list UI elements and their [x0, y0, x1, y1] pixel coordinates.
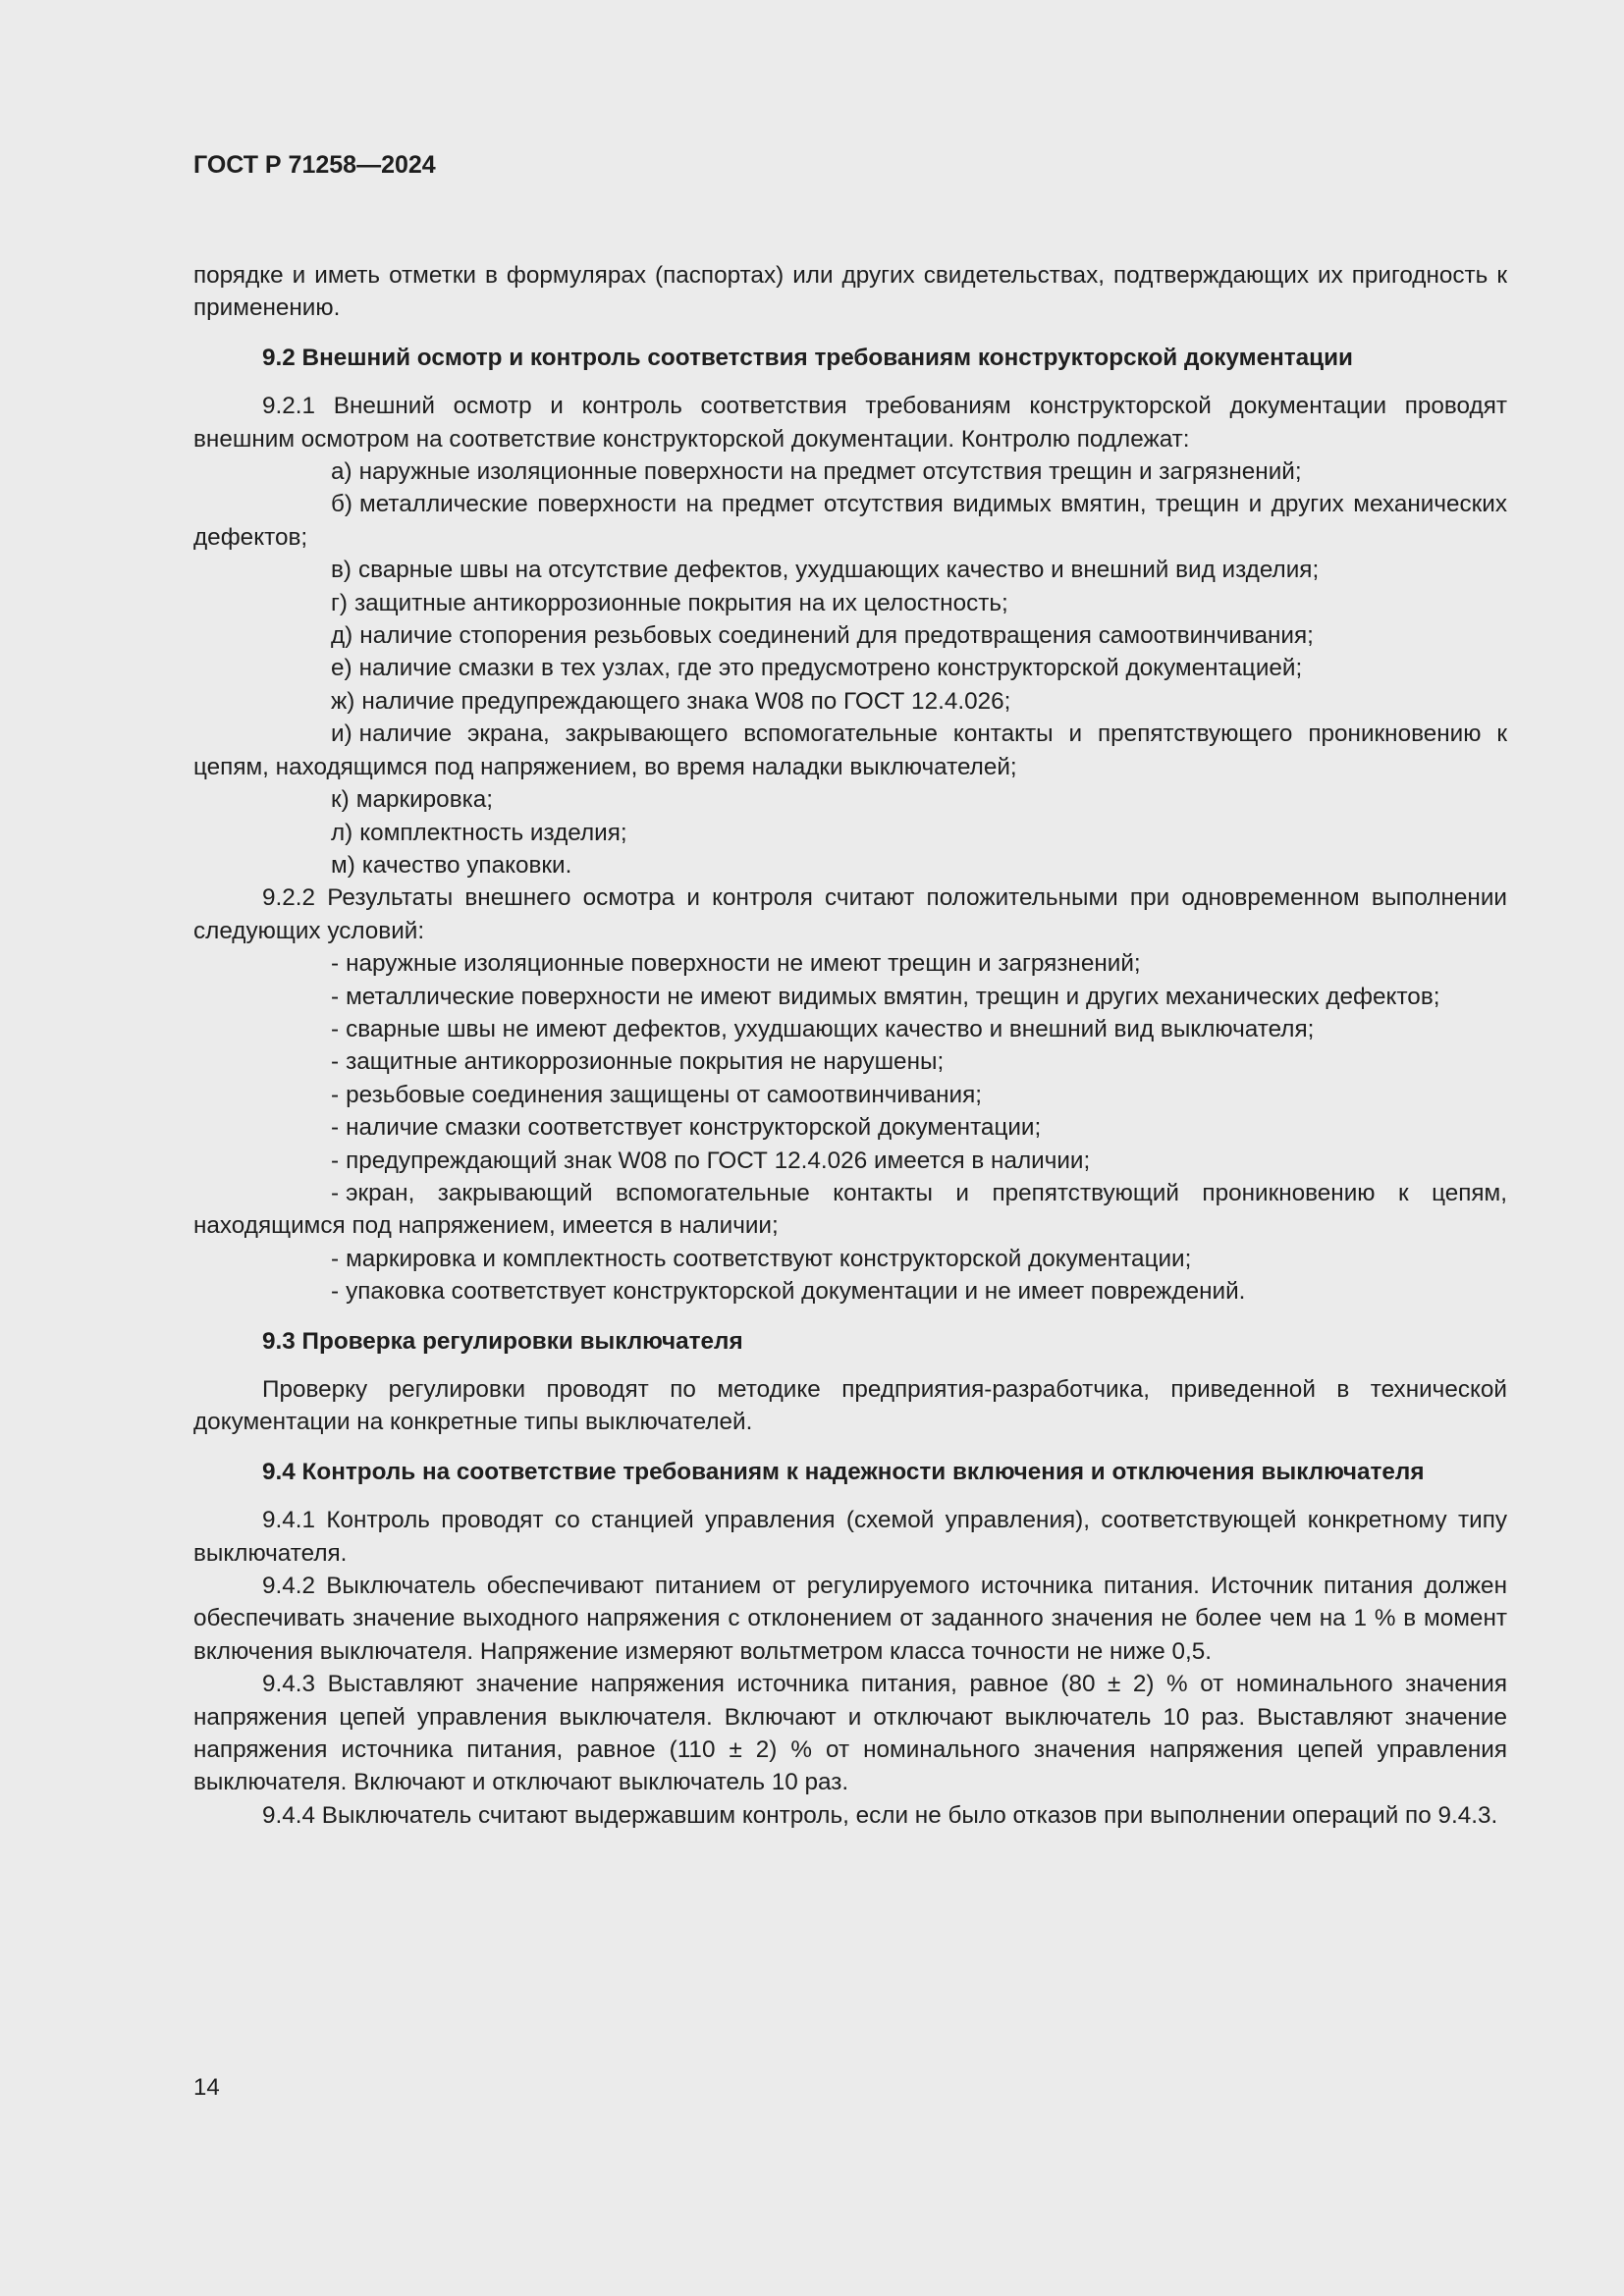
list-item-text: комплектность изделия;	[359, 819, 627, 846]
list-item-label: м)	[331, 851, 355, 879]
list-item	[193, 619, 1507, 652]
list-item-text: защитные антикоррозионные покрытия на их целостность;	[353, 589, 1008, 616]
list-item	[193, 783, 1507, 816]
list-item	[193, 718, 1507, 783]
list-item-text: наружные изоляционные поверхности на предмет отсутствия трещин и загрязнений;	[358, 458, 1302, 486]
list-item-text: маркировка и комплектность соответствуют конструкторской документации;	[346, 1245, 1192, 1272]
list-item-dash: -	[331, 1015, 340, 1042]
list-item	[193, 587, 1507, 619]
list-item-dash: -	[331, 1278, 340, 1306]
list-item-label: и)	[331, 721, 352, 748]
clause-9-2-2: 9.2.2 Результаты внешнего осмотра и контроля считают положительными при одновременном выполнении следующих условий:	[193, 884, 1507, 944]
conditions-list	[193, 947, 1507, 1308]
list-item-text: наличие стопорения резьбовых соединений для предотвращения самоотвинчивания;	[359, 622, 1314, 650]
list-item-dash: -	[331, 950, 340, 978]
intro-paragraph: порядке и иметь отметки в формулярах (паспортах) или других свидетельствах, подтверждающих их пригодность к применению.	[193, 262, 1507, 322]
list-item	[193, 1145, 1507, 1177]
list-item	[193, 817, 1507, 849]
list-item	[193, 1177, 1507, 1243]
list-item-dash: -	[331, 1179, 340, 1206]
list-item-text: наружные изоляционные поверхности не имеют трещин и загрязнений;	[346, 950, 1141, 978]
list-item-text: наличие смазки соответствует конструкторской документации;	[346, 1114, 1042, 1142]
list-item-text: сварные швы на отсутствие дефектов, ухудшающих качество и внешний вид изделия;	[358, 557, 1320, 584]
list-item-label: г)	[331, 589, 348, 616]
list-item-label: к)	[331, 786, 350, 814]
list-item	[193, 488, 1507, 554]
list-item-text: предупреждающий знак W08 по ГОСТ 12.4.026 имеется в наличии;	[346, 1147, 1091, 1174]
list-item-text: наличие смазки в тех узлах, где это предусмотрено конструкторской документацией;	[358, 655, 1303, 682]
list-item-text: сварные швы не имеют дефектов, ухудшающих качество и внешний вид выключателя;	[346, 1015, 1315, 1042]
section-9-2-heading: 9.2 Внешний осмотр и контроль соответствия требованиям конструкторской документации	[262, 344, 1353, 371]
list-item-label: а)	[331, 458, 352, 486]
list-item-label: е)	[331, 655, 352, 682]
list-item	[193, 1275, 1507, 1308]
list-item-text: наличие предупреждающего знака W08 по ГОСТ 12.4.026;	[361, 687, 1011, 715]
list-item-text: металлические поверхности на предмет отсутствия видимых вмятин, трещин и других механических дефектов;	[193, 491, 1507, 551]
list-item-text: упаковка соответствует конструкторской документации и не имеет повреждений.	[346, 1278, 1246, 1306]
list-item-text: металлические поверхности не имеют видимых вмятин, трещин и других механических дефектов;	[346, 983, 1440, 1010]
list-item-label: в)	[331, 557, 352, 584]
list-item	[193, 1111, 1507, 1144]
clause-9-4-2: 9.4.2 Выключатель обеспечивают питанием от регулируемого источника питания. Источник питания должен обеспечивать значение выходного напряжения с отклонением от заданного значения не более чем на 1 % в момент включения выключателя. Напряжение измеряют вольтметром класса точности не ниже 0,5.	[193, 1573, 1507, 1665]
list-item	[193, 1013, 1507, 1045]
list-item-label: л)	[331, 819, 353, 846]
list-item	[193, 849, 1507, 881]
list-item	[193, 455, 1507, 488]
list-item-text: защитные антикоррозионные покрытия не нарушены;	[346, 1048, 945, 1076]
inspection-items-list	[193, 455, 1507, 881]
section-9-3-paragraph: Проверку регулировки проводят по методике предприятия-разработчика, приведенной в технической документации на конкретные типы выключателей.	[193, 1376, 1507, 1436]
list-item-dash: -	[331, 1147, 340, 1174]
list-item-dash: -	[331, 1245, 340, 1272]
section-9-4-heading: 9.4 Контроль на соответствие требованиям к надежности включения и отключения выключателя	[262, 1458, 1425, 1485]
list-item	[193, 652, 1507, 684]
list-item	[193, 1079, 1507, 1111]
clause-9-4-3: 9.4.3 Выставляют значение напряжения источника питания, равное (80 ± 2) % от номинального значения напряжения цепей управления выключателя. Включают и отключают выключатель 10 раз. Выставляют значение напряжения источника питания, равное (110 ± 2) % от номинального значения напряжения цепей управления выключателя. Включают и отключают выключатель 10 раз.	[193, 1671, 1507, 1796]
clause-9-2-1: 9.2.1 Внешний осмотр и контроль соответствия требованиям конструкторской документации проводят внешним осмотром на соответствие конструкторской документации. Контролю подлежат:	[193, 393, 1507, 453]
list-item-dash: -	[331, 983, 340, 1010]
list-item-label: ж)	[331, 687, 355, 715]
list-item-label: д)	[331, 622, 353, 650]
clause-9-4-1: 9.4.1 Контроль проводят со станцией управления (схемой управления), соответствующей конкретному типу выключателя.	[193, 1507, 1507, 1567]
list-item-text: маркировка;	[355, 786, 494, 814]
list-item-text: резьбовые соединения защищены от самоотвинчивания;	[346, 1081, 983, 1108]
page-number: 14	[193, 2074, 220, 2101]
list-item-text: экран, закрывающий вспомогательные контакты и препятствующий проникновению к цепям, находящимся под напряжением, имеется в наличии;	[193, 1179, 1507, 1240]
list-item-label: б)	[331, 491, 353, 518]
document-body	[193, 259, 1507, 1832]
list-item	[193, 1243, 1507, 1275]
document-page	[193, 145, 1507, 1832]
list-item	[193, 554, 1507, 586]
list-item	[193, 981, 1507, 1013]
document-code-header: ГОСТ Р 71258—2024	[193, 151, 436, 179]
clause-9-4-4: 9.4.4 Выключатель считают выдержавшим контроль, если не было отказов при выполнении операций по 9.4.3.	[262, 1801, 1498, 1829]
list-item-dash: -	[331, 1081, 340, 1108]
list-item-text: качество упаковки.	[361, 851, 572, 879]
section-9-3-heading: 9.3 Проверка регулировки выключателя	[262, 1327, 743, 1355]
list-item-dash: -	[331, 1114, 340, 1142]
list-item-text: наличие экрана, закрывающего вспомогательные контакты и препятствующего проникновению к цепям, находящимся под напряжением, во время наладки выключателей;	[193, 721, 1507, 780]
list-item	[193, 685, 1507, 718]
list-item	[193, 947, 1507, 980]
list-item	[193, 1045, 1507, 1078]
list-item-dash: -	[331, 1048, 340, 1076]
